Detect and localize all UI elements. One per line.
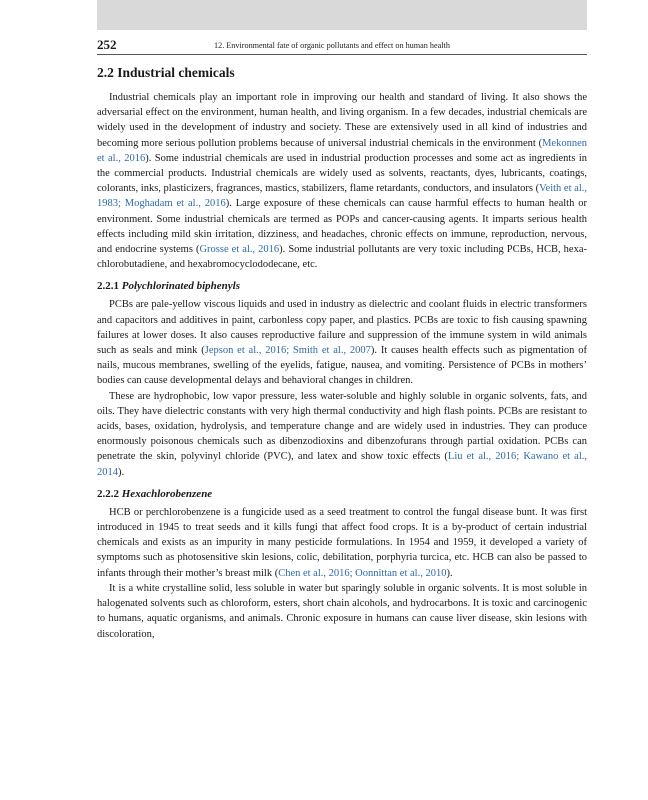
- body-paragraph: [97, 90, 587, 272]
- subsection-body-pcb: [97, 297, 587, 479]
- citation-link[interactable]: Mekonnen et al., 2016: [97, 137, 587, 164]
- page-content: [97, 64, 587, 642]
- citation-link[interactable]: Jepson et al., 2016; Smith et al., 2007: [204, 345, 371, 357]
- subsection-number: 2.2.2: [97, 487, 119, 500]
- citation-link[interactable]: Liu et al., 2016; Kawano et al., 2014: [97, 451, 587, 478]
- subsection-number: 2.2.1: [97, 280, 119, 293]
- subsection-body-hcb: [97, 505, 587, 642]
- section-title: 2.2 Industrial chemicals: [97, 65, 235, 80]
- citation-link[interactable]: Grosse et al., 2016: [199, 244, 280, 256]
- paragraph-text: HCB or perchlorobenzene is a fungicide used as a seed treatment to control the fungal disease bunt. It was first introduced in 1945 to treat seeds and it kills fungi that affect food crops. It is a by-product of certain industrial chemicals and exists as an impurity in many pesticide formulations. In 1954 and 1959, it developed a variety of symptoms such as photosensitive skin lesions, colic, debilitation, porphyria turcica, etc. HCB can also be passed to infants through their mother’s breast milk (: [97, 506, 587, 579]
- body-paragraph: [97, 297, 587, 388]
- subsection-title-hcb: [97, 487, 587, 502]
- citation-link[interactable]: Chen et al., 2016; Oonnittan et al., 2010: [278, 567, 447, 579]
- running-title: 12. Environmental fate of organic pollutants and effect on human health: [214, 41, 450, 50]
- paragraph-text: Industrial chemicals play an important role in improving our health and standard of living. It also shows the adversarial effect on the environment, human health, and living organism. In a few decades, industrial chemicals are widely used in the development of industry and society. These are extensively used in all kind of industries and becoming more serious pollution problems because of universal industrial chemicals in the environment (: [97, 92, 587, 149]
- citation-link[interactable]: Veith et al., 1983; Moghadam et al., 2016: [97, 183, 587, 210]
- subsection-name: Hexachlorobenzene: [121, 487, 213, 500]
- subsection-title-pcb: [97, 279, 587, 294]
- body-paragraph: [97, 581, 587, 642]
- paragraph-text: ).: [118, 466, 125, 478]
- section-body: [97, 90, 587, 272]
- page-number: 252: [97, 37, 117, 52]
- header-band: [97, 0, 587, 30]
- running-head: [97, 38, 587, 55]
- paragraph-text: PCBs are pale-yellow viscous liquids and used in industry as dielectric and coolant fluids in electric transformers and capacitors and additives in paint, carbonless copy paper, and plastics. PCBs are toxic to fish causing spawning failures at lower doses. It also causes reproductive failure and suppression of the immune system in wild animals such as seals and mink (: [97, 299, 587, 357]
- body-paragraph: [97, 389, 587, 480]
- paragraph-text: It is a white crystalline solid, less soluble in water but sparingly soluble in organic solvents. It is most soluble in halogenated solvents such as chloroform, esters, short chain alcohols, and hydrocarbons. It is toxic and carcinogenic to humans, aquatic organisms, and animals. Chronic exposure in humans can cause liver disease, skin lesions with discoloration,: [97, 582, 587, 640]
- paragraph-text: ). Some industrial pollutants are very toxic including PCBs, HCB, hexachlorobutadiene, and hexabromocyclododecane, etc.: [97, 244, 587, 271]
- paragraph-text: ). Large exposure of these chemicals can cause harmful effects to human health or environment. Some industrial chemicals are termed as POPs and cancer-causing agents. It imparts serious health effects including mild skin irritation, dizziness, and headaches, chronic effects on immune, reproduction, nervous, and endocrine systems (: [97, 198, 587, 256]
- paragraph-text: ). It causes health effects such as pigmentation of nails, mucous membranes, swelling of the eyelids, fatigue, nausea, and vomiting. Persistence of PCBs in mothers’ bodies can cause developmental delays and behavioral changes in children.: [97, 345, 587, 387]
- paragraph-text: ). Some industrial chemicals are used in industrial production processes and some act as ingredients in the commercial products. Industrial chemicals are widely used as solvents, reactants, dyes, lubricants, coatings, colorants, inks, plasticizers, fragrances, mastics, stabilizers, flame retardants, conductors, and insulators (: [97, 152, 587, 195]
- subsection-name: Polychlorinated biphenyls: [121, 280, 240, 293]
- paragraph-text: These are hydrophobic, low vapor pressure, less water-soluble and highly soluble in organic solvents, fats, and oils. They have dielectric constants with very high thermal conductivity and high flash points. PCBs are resistant to acids, bases, oxidation, hydrolysis, and temperature change and are widely used in industries. They can produce enormously poisonous chemicals such as dibenzodioxins and dibenzofurans through partial oxidation. PCBs can penetrate the skin, polyvinyl chloride (PVC), and latex and show toxic effects (: [97, 390, 587, 463]
- paragraph-text: ).: [446, 567, 453, 579]
- body-paragraph: [97, 505, 587, 581]
